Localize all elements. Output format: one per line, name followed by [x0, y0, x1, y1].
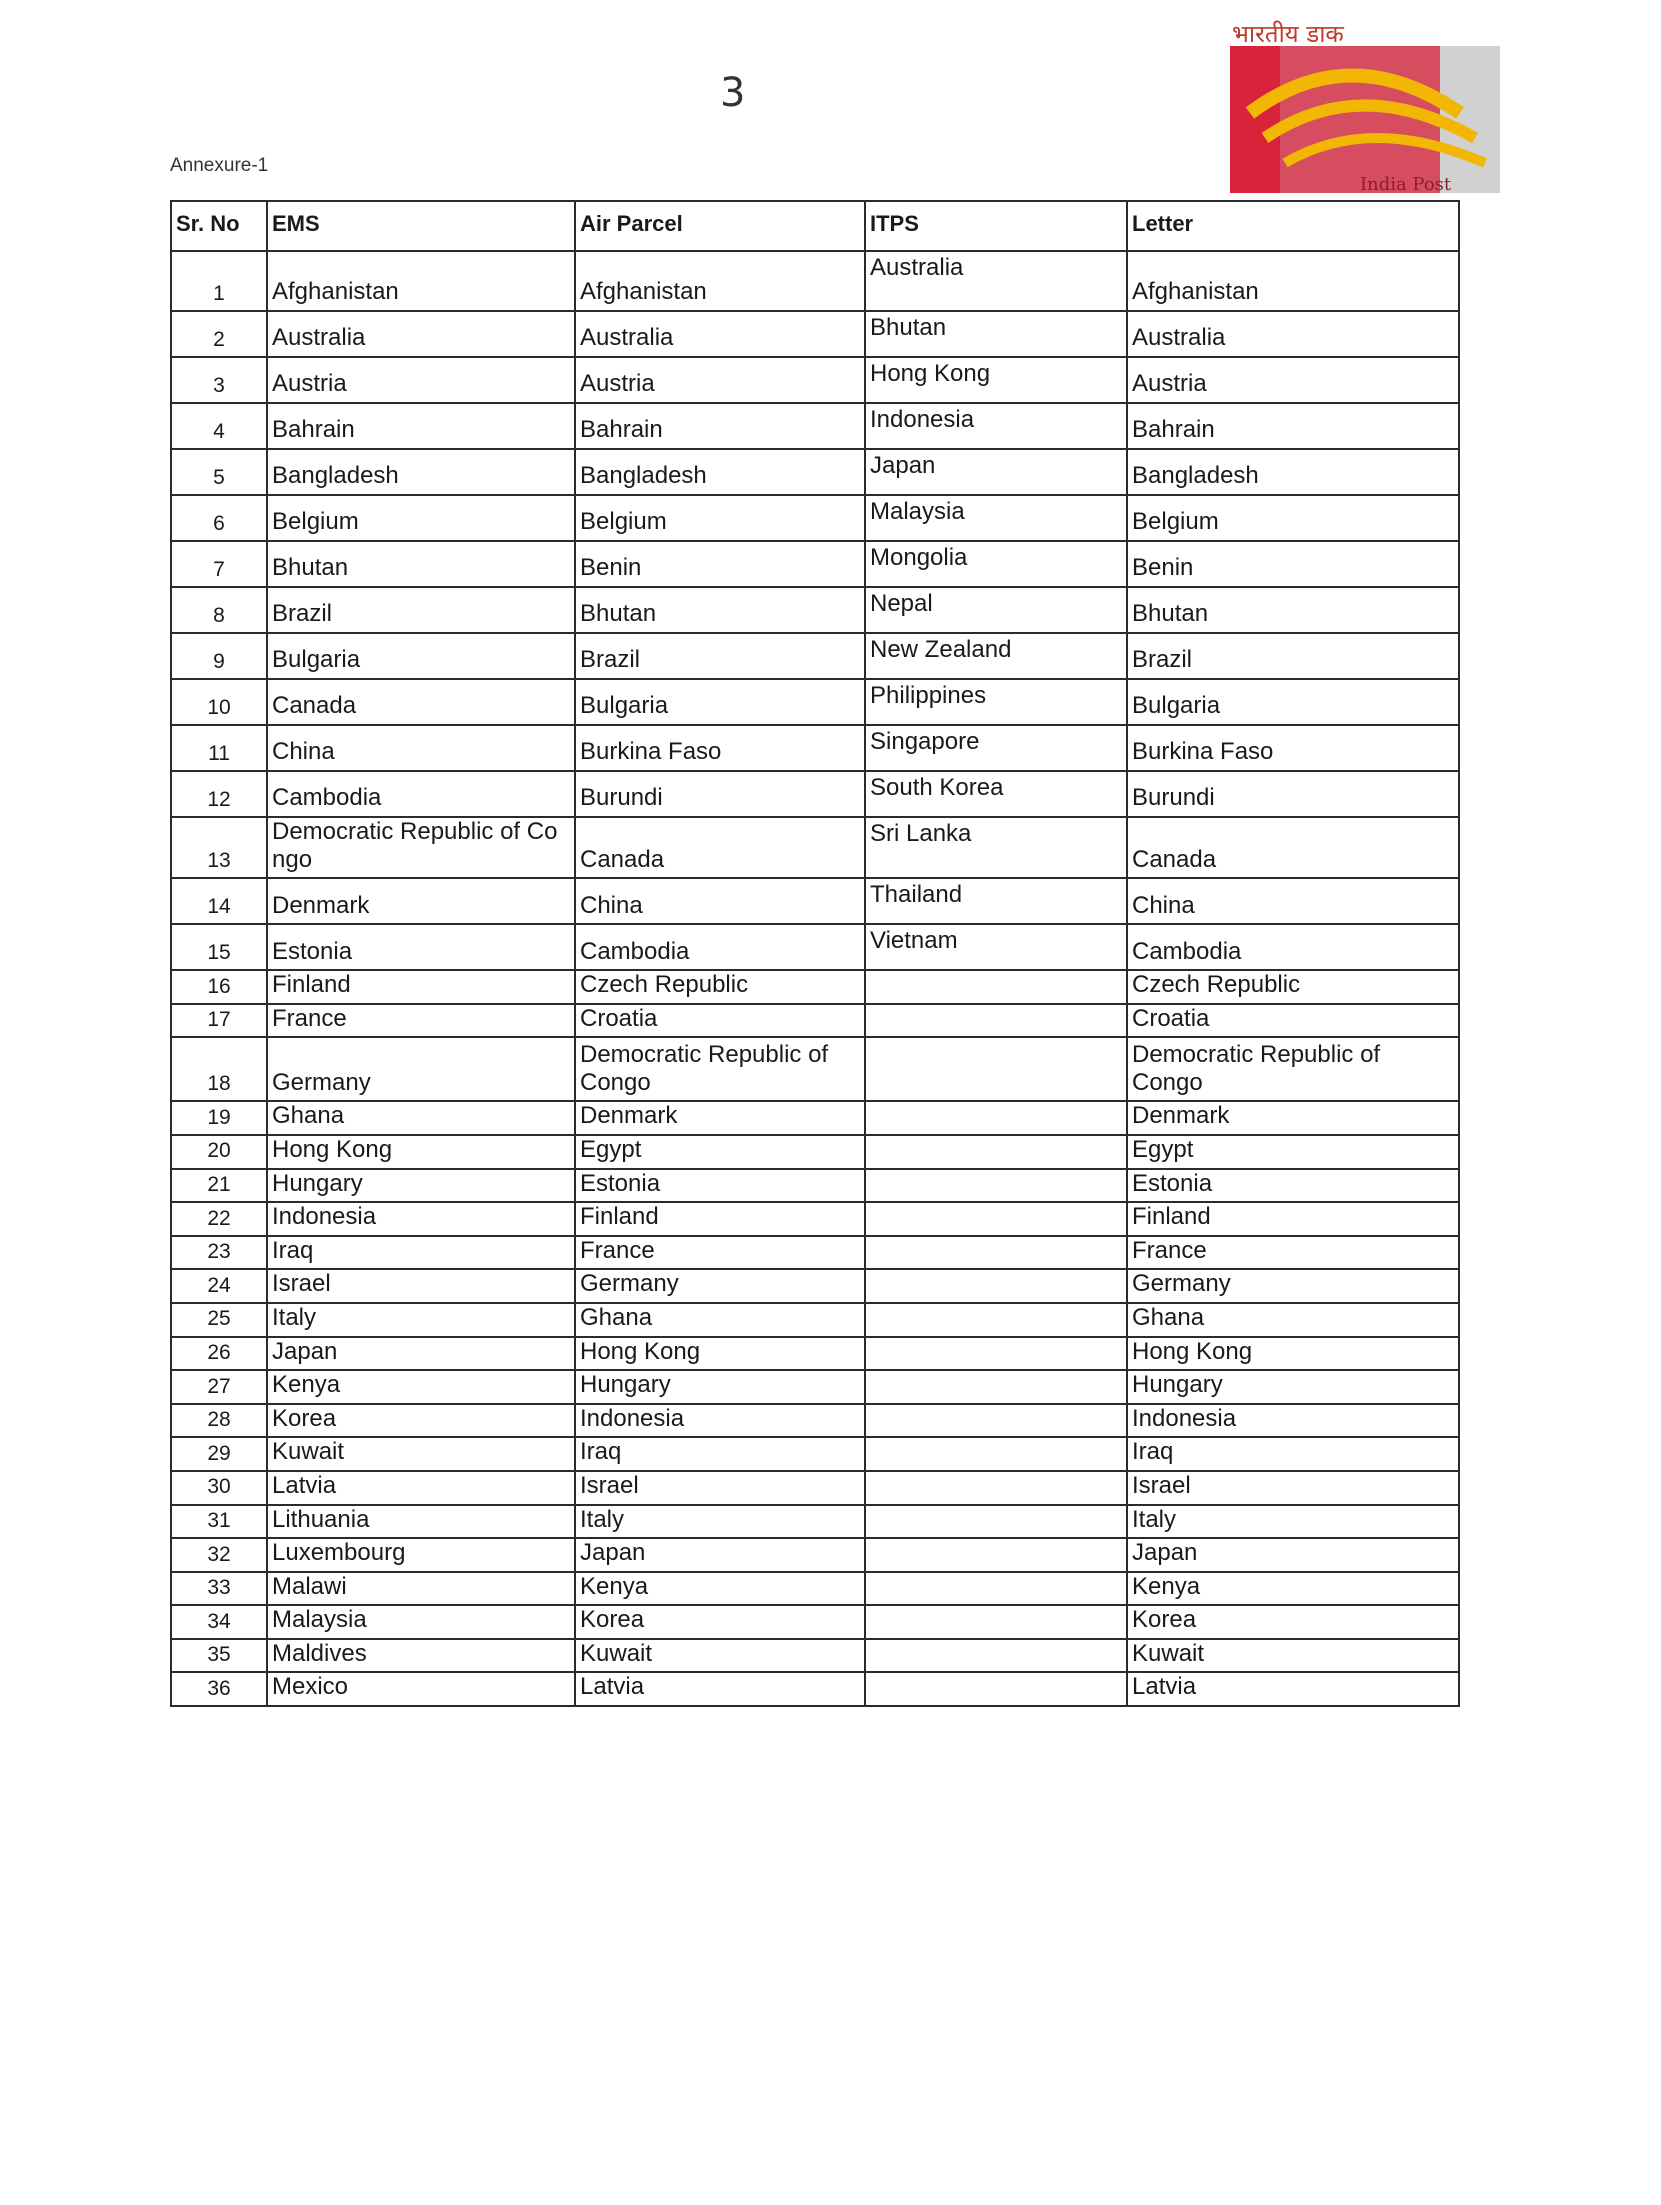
cell-itps	[865, 1101, 1127, 1135]
cell-sr-no: 21	[171, 1169, 267, 1203]
cell-air-parcel: China	[575, 878, 865, 924]
cell-air-parcel: Bangladesh	[575, 449, 865, 495]
header-itps: ITPS	[865, 201, 1127, 251]
cell-air-parcel: Bahrain	[575, 403, 865, 449]
cell-sr-no: 12	[171, 771, 267, 817]
cell-sr-no: 2	[171, 311, 267, 357]
cell-ems: Hong Kong	[267, 1135, 575, 1169]
cell-ems: Hungary	[267, 1169, 575, 1203]
cell-ems: Belgium	[267, 495, 575, 541]
cell-ems: France	[267, 1004, 575, 1038]
cell-air-parcel: Italy	[575, 1505, 865, 1539]
header-letter: Letter	[1127, 201, 1459, 251]
cell-ems: Latvia	[267, 1471, 575, 1505]
cell-itps	[865, 1471, 1127, 1505]
cell-itps	[865, 1505, 1127, 1539]
cell-letter: Croatia	[1127, 1004, 1459, 1038]
cell-sr-no: 33	[171, 1572, 267, 1606]
cell-ems: Austria	[267, 357, 575, 403]
cell-itps	[865, 1404, 1127, 1438]
cell-sr-no: 27	[171, 1370, 267, 1404]
cell-air-parcel: France	[575, 1236, 865, 1270]
table-row	[171, 1037, 1459, 1101]
cell-sr-no: 30	[171, 1471, 267, 1505]
cell-itps: Vietnam	[865, 924, 1127, 970]
cell-letter: Burundi	[1127, 771, 1459, 817]
cell-letter: Kuwait	[1127, 1639, 1459, 1673]
cell-air-parcel: Korea	[575, 1605, 865, 1639]
cell-ems: Canada	[267, 679, 575, 725]
table-row	[171, 1672, 1459, 1706]
cell-sr-no: 15	[171, 924, 267, 970]
table-body	[171, 251, 1459, 1706]
cell-sr-no: 35	[171, 1639, 267, 1673]
cell-air-parcel: Belgium	[575, 495, 865, 541]
cell-ems: Korea	[267, 1404, 575, 1438]
cell-letter: Austria	[1127, 357, 1459, 403]
cell-sr-no: 31	[171, 1505, 267, 1539]
cell-air-parcel: Burkina Faso	[575, 725, 865, 771]
cell-itps: Bhutan	[865, 311, 1127, 357]
table-row	[171, 1538, 1459, 1572]
country-table-container	[170, 200, 1458, 1707]
table-row	[171, 357, 1459, 403]
table-row	[171, 587, 1459, 633]
table-row	[171, 924, 1459, 970]
cell-air-parcel: Canada	[575, 817, 865, 878]
cell-air-parcel: Cambodia	[575, 924, 865, 970]
cell-sr-no: 4	[171, 403, 267, 449]
cell-air-parcel: Hong Kong	[575, 1337, 865, 1371]
cell-itps: Thailand	[865, 878, 1127, 924]
cell-itps	[865, 1672, 1127, 1706]
table-row	[171, 495, 1459, 541]
table-row	[171, 1505, 1459, 1539]
table-row	[171, 633, 1459, 679]
cell-itps: Nepal	[865, 587, 1127, 633]
cell-sr-no: 10	[171, 679, 267, 725]
cell-air-parcel: Czech Republic	[575, 970, 865, 1004]
cell-letter: Hong Kong	[1127, 1337, 1459, 1371]
cell-letter: Afghanistan	[1127, 251, 1459, 311]
cell-ems: Luxembourg	[267, 1538, 575, 1572]
cell-letter: Belgium	[1127, 495, 1459, 541]
cell-itps: Malaysia	[865, 495, 1127, 541]
table-row	[171, 1303, 1459, 1337]
cell-itps	[865, 1303, 1127, 1337]
cell-itps	[865, 1169, 1127, 1203]
page-number: 3	[720, 70, 746, 116]
table-row	[171, 1404, 1459, 1438]
cell-letter: Estonia	[1127, 1169, 1459, 1203]
cell-air-parcel: Iraq	[575, 1437, 865, 1471]
cell-letter: Hungary	[1127, 1370, 1459, 1404]
cell-ems: Mexico	[267, 1672, 575, 1706]
table-header-row	[171, 201, 1459, 251]
cell-ems: Bhutan	[267, 541, 575, 587]
cell-letter: Denmark	[1127, 1101, 1459, 1135]
cell-itps: Philippines	[865, 679, 1127, 725]
cell-ems: Germany	[267, 1037, 575, 1101]
cell-letter: Burkina Faso	[1127, 725, 1459, 771]
india-post-logo	[1230, 18, 1500, 193]
cell-air-parcel: Denmark	[575, 1101, 865, 1135]
cell-sr-no: 18	[171, 1037, 267, 1101]
cell-sr-no: 13	[171, 817, 267, 878]
cell-letter: Korea	[1127, 1605, 1459, 1639]
cell-air-parcel: Brazil	[575, 633, 865, 679]
cell-itps	[865, 1037, 1127, 1101]
cell-air-parcel: Estonia	[575, 1169, 865, 1203]
table-row	[171, 1169, 1459, 1203]
cell-sr-no: 28	[171, 1404, 267, 1438]
cell-itps	[865, 1572, 1127, 1606]
cell-sr-no: 19	[171, 1101, 267, 1135]
cell-ems: Finland	[267, 970, 575, 1004]
cell-letter: Benin	[1127, 541, 1459, 587]
cell-itps: Japan	[865, 449, 1127, 495]
table-row	[171, 679, 1459, 725]
cell-itps	[865, 970, 1127, 1004]
cell-sr-no: 7	[171, 541, 267, 587]
cell-itps: Mongolia	[865, 541, 1127, 587]
table-row	[171, 1202, 1459, 1236]
cell-sr-no: 8	[171, 587, 267, 633]
cell-ems: Afghanistan	[267, 251, 575, 311]
cell-ems: Israel	[267, 1269, 575, 1303]
cell-letter: Cambodia	[1127, 924, 1459, 970]
logo-english-text: India Post	[1360, 174, 1452, 193]
cell-sr-no: 1	[171, 251, 267, 311]
cell-sr-no: 6	[171, 495, 267, 541]
cell-letter: Japan	[1127, 1538, 1459, 1572]
cell-letter: Finland	[1127, 1202, 1459, 1236]
table-row	[171, 1269, 1459, 1303]
cell-sr-no: 24	[171, 1269, 267, 1303]
cell-air-parcel: Indonesia	[575, 1404, 865, 1438]
cell-air-parcel: Afghanistan	[575, 251, 865, 311]
cell-air-parcel: Bulgaria	[575, 679, 865, 725]
cell-sr-no: 36	[171, 1672, 267, 1706]
cell-sr-no: 14	[171, 878, 267, 924]
cell-air-parcel: Croatia	[575, 1004, 865, 1038]
cell-letter: Germany	[1127, 1269, 1459, 1303]
cell-itps	[865, 1135, 1127, 1169]
cell-air-parcel: Kenya	[575, 1572, 865, 1606]
cell-air-parcel: Kuwait	[575, 1639, 865, 1673]
cell-ems: Maldives	[267, 1639, 575, 1673]
cell-itps	[865, 1337, 1127, 1371]
cell-itps	[865, 1202, 1127, 1236]
table-row	[171, 771, 1459, 817]
cell-air-parcel: Burundi	[575, 771, 865, 817]
cell-sr-no: 29	[171, 1437, 267, 1471]
cell-sr-no: 9	[171, 633, 267, 679]
cell-air-parcel: Ghana	[575, 1303, 865, 1337]
cell-ems: Kenya	[267, 1370, 575, 1404]
table-row	[171, 311, 1459, 357]
table-row	[171, 541, 1459, 587]
table-row	[171, 1236, 1459, 1270]
cell-sr-no: 26	[171, 1337, 267, 1371]
table-row	[171, 1135, 1459, 1169]
cell-ems: Lithuania	[267, 1505, 575, 1539]
header-air-parcel: Air Parcel	[575, 201, 865, 251]
cell-sr-no: 17	[171, 1004, 267, 1038]
table-row	[171, 970, 1459, 1004]
cell-air-parcel: Japan	[575, 1538, 865, 1572]
cell-air-parcel: Latvia	[575, 1672, 865, 1706]
cell-air-parcel: Egypt	[575, 1135, 865, 1169]
cell-letter: Bahrain	[1127, 403, 1459, 449]
cell-sr-no: 23	[171, 1236, 267, 1270]
country-table	[170, 200, 1460, 1707]
cell-ems: Bangladesh	[267, 449, 575, 495]
cell-letter: Democratic Republic of Congo	[1127, 1037, 1459, 1101]
cell-ems: Malawi	[267, 1572, 575, 1606]
table-row	[171, 449, 1459, 495]
cell-letter: China	[1127, 878, 1459, 924]
header-sr-no: Sr. No	[171, 201, 267, 251]
header-ems: EMS	[267, 201, 575, 251]
cell-air-parcel: Finland	[575, 1202, 865, 1236]
cell-ems: Italy	[267, 1303, 575, 1337]
cell-air-parcel: Israel	[575, 1471, 865, 1505]
cell-ems: Denmark	[267, 878, 575, 924]
table-row	[171, 251, 1459, 311]
table-row	[171, 1337, 1459, 1371]
cell-itps	[865, 1639, 1127, 1673]
cell-letter: Israel	[1127, 1471, 1459, 1505]
cell-itps	[865, 1538, 1127, 1572]
table-row	[171, 1437, 1459, 1471]
cell-ems: Kuwait	[267, 1437, 575, 1471]
table-row	[171, 817, 1459, 878]
cell-sr-no: 3	[171, 357, 267, 403]
cell-ems: Australia	[267, 311, 575, 357]
table-row	[171, 1639, 1459, 1673]
cell-itps	[865, 1437, 1127, 1471]
cell-itps	[865, 1605, 1127, 1639]
cell-ems: Estonia	[267, 924, 575, 970]
table-row	[171, 1101, 1459, 1135]
table-row	[171, 1004, 1459, 1038]
cell-letter: Iraq	[1127, 1437, 1459, 1471]
cell-ems: Indonesia	[267, 1202, 575, 1236]
cell-letter: Latvia	[1127, 1672, 1459, 1706]
cell-air-parcel: Democratic Republic of Congo	[575, 1037, 865, 1101]
cell-ems: Iraq	[267, 1236, 575, 1270]
cell-letter: Bangladesh	[1127, 449, 1459, 495]
cell-itps	[865, 1236, 1127, 1270]
cell-ems: Brazil	[267, 587, 575, 633]
logo-hindi-text: भारतीय डाक	[1232, 20, 1344, 48]
cell-ems: Democratic Republic of Co ngo	[267, 817, 575, 878]
cell-itps	[865, 1004, 1127, 1038]
table-row	[171, 1471, 1459, 1505]
cell-sr-no: 22	[171, 1202, 267, 1236]
cell-sr-no: 25	[171, 1303, 267, 1337]
cell-itps: Hong Kong	[865, 357, 1127, 403]
cell-sr-no: 5	[171, 449, 267, 495]
cell-itps: Indonesia	[865, 403, 1127, 449]
cell-itps: Singapore	[865, 725, 1127, 771]
cell-itps: New Zealand	[865, 633, 1127, 679]
table-row	[171, 1605, 1459, 1639]
cell-ems: Japan	[267, 1337, 575, 1371]
cell-letter: France	[1127, 1236, 1459, 1270]
cell-air-parcel: Australia	[575, 311, 865, 357]
cell-letter: Kenya	[1127, 1572, 1459, 1606]
cell-ems: Ghana	[267, 1101, 575, 1135]
cell-letter: Italy	[1127, 1505, 1459, 1539]
cell-air-parcel: Benin	[575, 541, 865, 587]
cell-ems: Bulgaria	[267, 633, 575, 679]
cell-letter: Brazil	[1127, 633, 1459, 679]
cell-itps: South Korea	[865, 771, 1127, 817]
cell-ems: Cambodia	[267, 771, 575, 817]
cell-letter: Bhutan	[1127, 587, 1459, 633]
cell-itps	[865, 1269, 1127, 1303]
cell-air-parcel: Austria	[575, 357, 865, 403]
cell-letter: Ghana	[1127, 1303, 1459, 1337]
cell-letter: Bulgaria	[1127, 679, 1459, 725]
cell-letter: Czech Republic	[1127, 970, 1459, 1004]
cell-sr-no: 16	[171, 970, 267, 1004]
table-row	[171, 1370, 1459, 1404]
table-row	[171, 1572, 1459, 1606]
cell-air-parcel: Germany	[575, 1269, 865, 1303]
annexure-label: Annexure-1	[170, 155, 269, 176]
cell-letter: Canada	[1127, 817, 1459, 878]
cell-letter: Australia	[1127, 311, 1459, 357]
cell-ems: China	[267, 725, 575, 771]
cell-itps: Sri Lanka	[865, 817, 1127, 878]
cell-itps: Australia	[865, 251, 1127, 311]
table-row	[171, 403, 1459, 449]
cell-sr-no: 32	[171, 1538, 267, 1572]
table-row	[171, 725, 1459, 771]
cell-sr-no: 34	[171, 1605, 267, 1639]
cell-ems: Malaysia	[267, 1605, 575, 1639]
cell-sr-no: 11	[171, 725, 267, 771]
cell-air-parcel: Hungary	[575, 1370, 865, 1404]
cell-air-parcel: Bhutan	[575, 587, 865, 633]
table-row	[171, 878, 1459, 924]
cell-itps	[865, 1370, 1127, 1404]
cell-ems: Bahrain	[267, 403, 575, 449]
cell-letter: Egypt	[1127, 1135, 1459, 1169]
cell-sr-no: 20	[171, 1135, 267, 1169]
cell-letter: Indonesia	[1127, 1404, 1459, 1438]
